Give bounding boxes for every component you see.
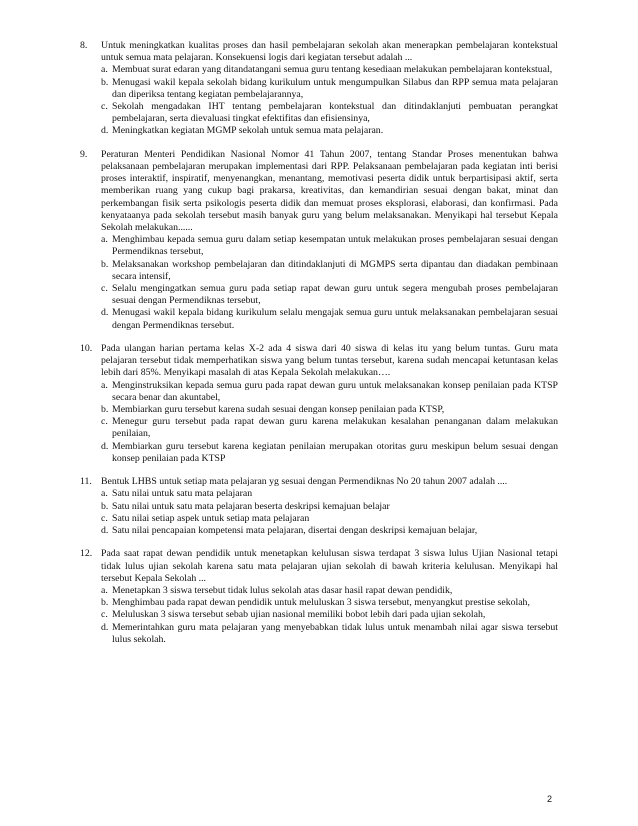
option-label: d. <box>101 125 109 137</box>
question-item <box>80 476 558 537</box>
question-number: 9. <box>80 148 88 160</box>
question-stem: Bentuk LHBS untuk setiap mata pelajaran yg sesuai dengan Permendiknas No 20 tahun 2007 adalah .... <box>101 476 508 488</box>
option-text: Selalu mengingatkan semua guru pada setiap rapat dewan guru untuk segera mengubah proses pembelajaran sesuai dengan Permendiknas tersebut, <box>112 283 558 307</box>
answer-option <box>101 77 558 101</box>
option-list <box>101 380 558 465</box>
option-label: d. <box>101 525 109 537</box>
answer-option <box>101 283 558 307</box>
option-label: d. <box>101 621 109 633</box>
option-list <box>101 64 558 137</box>
answer-option <box>101 441 558 465</box>
option-text: Satu nilai untuk satu mata pelajaran beserta deskripsi kemajuan belajar <box>112 500 390 512</box>
question-item <box>80 343 558 465</box>
option-label: a. <box>101 379 108 391</box>
option-label: a. <box>101 234 108 246</box>
question-item <box>80 149 558 332</box>
answer-option <box>101 380 558 404</box>
option-label: b. <box>101 258 109 270</box>
answer-option <box>101 307 558 331</box>
question-number: 11. <box>80 476 92 488</box>
option-label: b. <box>101 597 109 609</box>
option-label: d. <box>101 440 109 452</box>
option-label: c. <box>101 512 108 524</box>
question-body <box>101 40 558 138</box>
option-label: b. <box>101 404 109 416</box>
option-text: Menugasi wakil kepala bidang kurikulum selalu mengajak semua guru untuk melaksanakan pembelajaran sesuai dengan Permendiknas tersebut. <box>112 307 558 331</box>
question-list <box>80 40 558 657</box>
option-text: Satu nilai setiap aspek untuk setiap mata pelajaran <box>112 512 310 524</box>
option-text: Membuat surat edaran yang ditandatangani semua guru tentang kesediaan melakukan pembelajaran kontekstual, <box>112 64 553 76</box>
option-text: Membiarkan guru tersebut karena sudah sesuai dengan konsep penilaian pada KTSP, <box>112 404 445 416</box>
answer-option <box>101 585 558 597</box>
question-stem: Pada saat rapat dewan pendidik untuk menetapkan kelulusan siswa terdapat 3 siswa lulus Ujian Nasional tetapi tidak lulus ujian sekolah karena satu mata pelajaran ujian sekolah di bawah kriteria kelulusan. Menyikapi hal tersebut Kepala Sekolah ... <box>101 548 558 584</box>
answer-option <box>101 416 558 440</box>
answer-option <box>101 488 558 500</box>
option-text: Memerintahkan guru mata pelajaran yang menyebabkan tidak lulus untuk menambah nilai agar siswa tersebut lulus sekolah. <box>112 621 558 645</box>
question-body <box>101 548 558 646</box>
question-stem: Pada ulangan harian pertama kelas X-2 ada 4 siswa dari 40 siswa di kelas itu yang belum tuntas. Guru mata pelajaran tersebut tidak memperhatikan siswa yang belum tuntas tersebut, karena sudah mencapai ketuntasan kelas lebih dari 85%. Menyikapi masalah di atas Kepala Sekolah melakukan…. <box>101 343 558 379</box>
option-label: c. <box>101 609 108 621</box>
option-text: Sekolah mengadakan IHT tentang pembelajaran kontekstual dan ditindaklanjuti pembuatan perangkat pembelajaran, serta dievaluasi tingkat efektifitas dan efisiensinya, <box>112 101 558 125</box>
question-number: 10. <box>80 343 93 355</box>
option-text: Menegur guru tersebut pada rapat dewan guru karena melakukan kesalahan penanganan dalam melakukan penilaian, <box>112 416 558 440</box>
option-list <box>101 234 558 332</box>
answer-option <box>101 125 558 137</box>
answer-option <box>101 597 558 609</box>
answer-option <box>101 609 558 621</box>
answer-option <box>101 101 558 125</box>
option-label: a. <box>101 585 108 597</box>
question-body <box>101 149 558 332</box>
option-label: b. <box>101 76 109 88</box>
answer-option <box>101 259 558 283</box>
question-number: 8. <box>80 40 88 51</box>
answer-option <box>101 404 558 416</box>
option-label: d. <box>101 307 109 319</box>
question-stem: Peraturan Menteri Pendidikan Nasional Nomor 41 Tahun 2007, tentang Standar Proses menentukan bahwa pelaksanaan pembelajaran merupakan implementasi dari RPP. Pelaksanaan pembelajaran pada kegiatan inti berisi proses interaktif, inspiratif, menyenangkan, menantang, memotivasi peserta didik untuk berpartisipasi aktif, serta memberikan ruang yang cukup bagi prakarsa, kreativitas, dan kemandirian sesuai dengan bakat, minat dan perkembangan fisik serta psikologis peserta didik dan memuat proses eksplorasi, elaborasi, dan konfirmasi. Pada kenyataanya pada sekolah tersebut masih banyak guru yang belum melaksanakan. Menyikapi hal tersebut Kepala Sekolah melakukan...... <box>101 148 558 234</box>
option-label: a. <box>101 64 108 76</box>
option-list <box>101 488 558 537</box>
option-label: c. <box>101 283 108 295</box>
option-text: Membiarkan guru tersebut karena kegiatan penilaian merupakan otoritas guru meskipun belum sesuai dengan konsep penilaian pada KTSP <box>112 440 558 464</box>
option-label: c. <box>101 416 108 428</box>
option-text: Satu nilai untuk satu mata pelajaran <box>112 488 253 500</box>
answer-option <box>101 501 558 513</box>
question-item <box>80 548 558 646</box>
option-list <box>101 585 558 646</box>
question-stem: Untuk meningkatkan kualitas proses dan hasil pembelajaran sekolah akan menerapkan pembelajaran kontekstual untuk semua mata pelajaran. Konsekuensi logis dari kegiatan tersebut adalah ... <box>101 40 558 64</box>
option-text: Menghimbau kepada semua guru dalam setiap kesempatan untuk melakukan proses pembelajaran sesuai dengan Permendiknas tersebut, <box>112 234 558 258</box>
option-text: Menugasi wakil kepala sekolah bidang kurikulum untuk mengumpulkan Silabus dan RPP semua mata pelajaran dan diperiksa tentang kegiatan pembelajarannya, <box>112 76 558 100</box>
answer-option <box>101 64 558 76</box>
answer-option <box>101 234 558 258</box>
option-text: Meningkatkan kegiatan MGMP sekolah untuk semua mata pelajaran. <box>112 125 384 137</box>
option-text: Menghimbau pada rapat dewan pendidik untuk meluluskan 3 siswa tersebut, menyangkut prestise sekolah, <box>112 597 530 609</box>
option-text: Menetapkan 3 siswa tersebut tidak lulus sekolah atas dasar hasil rapat dewan pendidik, <box>112 585 453 597</box>
question-number: 12. <box>80 548 93 560</box>
option-text: Satu nilai pencapaian kompetensi mata pelajaran, disertai dengan deskripsi kemajuan belajar, <box>112 525 478 537</box>
option-text: Meluluskan 3 siswa tersebut sebab ujian nasional memiliki bobot lebih dari pada ujian sekolah, <box>112 609 486 621</box>
question-body <box>101 343 558 465</box>
answer-option <box>101 622 558 646</box>
option-label: a. <box>101 488 108 500</box>
option-text: Menginstruksikan kepada semua guru pada rapat dewan guru untuk melaksanakan konsep penilaian pada KTSP secara benar dan akuntabel, <box>112 379 558 403</box>
option-label: b. <box>101 500 109 512</box>
question-body <box>101 476 558 537</box>
option-text: Melaksanakan workshop pembelajaran dan ditindaklanjuti di MGMPS serta dipantau dan diadakan pembinaan secara intensif, <box>112 258 558 282</box>
question-item <box>80 40 558 138</box>
option-label: c. <box>101 101 108 113</box>
answer-option <box>101 525 558 537</box>
page-number: 2 <box>546 794 552 804</box>
answer-option <box>101 513 558 525</box>
